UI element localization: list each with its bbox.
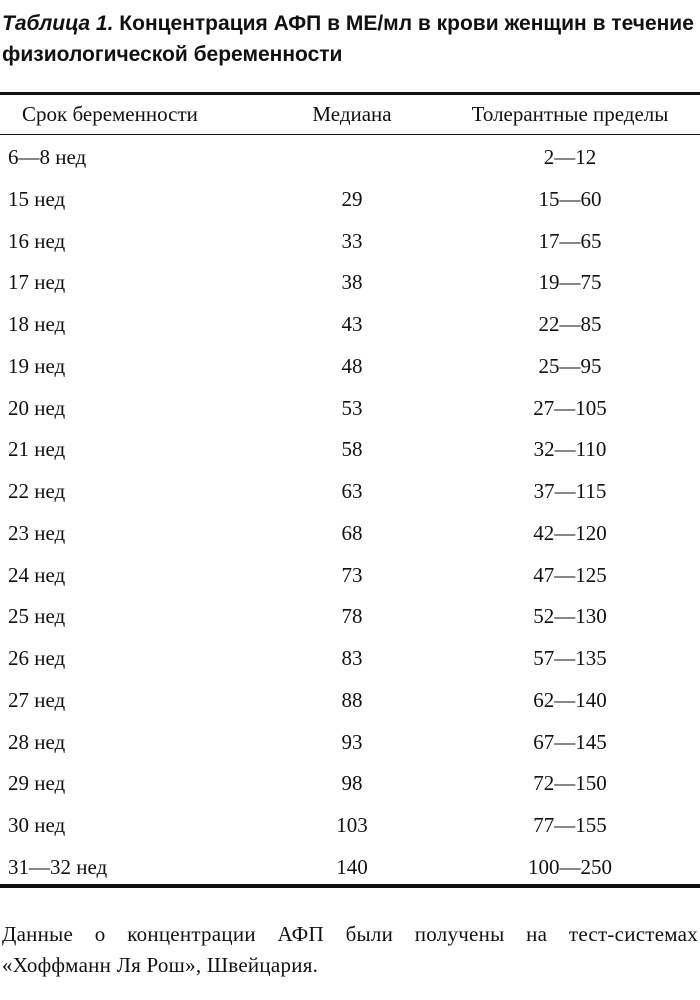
cell-gestation-term: 28 нед bbox=[8, 729, 66, 754]
table-row bbox=[0, 556, 700, 598]
cell-gestation-term: 30 нед bbox=[8, 813, 66, 837]
cell-gestation-term: 21 нед bbox=[8, 437, 66, 462]
cell-tolerance-limits: 22—85 bbox=[538, 312, 602, 336]
cell-gestation-term: 17 нед bbox=[8, 270, 66, 295]
cell-tolerance-limits: 19—75 bbox=[538, 270, 602, 295]
cell-median bbox=[302, 138, 402, 180]
cell-gestation-term: 15 нед bbox=[8, 186, 66, 211]
cell-gestation-term: 24 нед bbox=[8, 562, 66, 587]
cell-tolerance-limits: 62—140 bbox=[533, 687, 607, 712]
cell-tolerance-limits: 37—115 bbox=[533, 479, 607, 503]
cell-gestation-term: 18 нед bbox=[8, 312, 66, 336]
cell-gestation-term: 6—8 нед bbox=[8, 145, 87, 169]
table-body bbox=[0, 138, 700, 890]
cell-tolerance-limits: 100—250 bbox=[528, 854, 612, 879]
cell-median: 48 bbox=[341, 353, 363, 378]
cell-tolerance-limits: 27—105 bbox=[533, 395, 607, 420]
cell-gestation-term: 31—32 нед bbox=[8, 854, 108, 879]
cell-median: 78 bbox=[341, 604, 363, 629]
cell-tolerance-limits: 42—120 bbox=[533, 520, 607, 545]
table-caption-title: Концентрация АФП в МЕ/мл в крови женщин в течение физиологической беременности bbox=[2, 12, 694, 66]
cell-tolerance-limits: 32—110 bbox=[533, 437, 607, 462]
cell-tolerance-limits: 72—150 bbox=[533, 771, 607, 796]
table-row bbox=[0, 764, 700, 806]
table-footnote: Данные о концентрации АФП были получены на тест-системах «Хоффманн Ля Рош», Швейцария. bbox=[2, 922, 698, 977]
cell-tolerance-limits: 15—60 bbox=[538, 186, 602, 211]
table-bottom-rule bbox=[0, 884, 700, 888]
table-caption bbox=[2, 8, 698, 70]
cell-median: 43 bbox=[341, 312, 363, 336]
cell-gestation-term: 29 нед bbox=[8, 771, 66, 796]
cell-tolerance-limits: 17—65 bbox=[538, 228, 602, 253]
cell-tolerance-limits: 47—125 bbox=[533, 562, 607, 587]
table-row bbox=[0, 305, 700, 347]
cell-tolerance-limits: 2—12 bbox=[543, 145, 597, 169]
cell-tolerance-limits: 67—145 bbox=[533, 729, 607, 754]
cell-gestation-term: 19 нед bbox=[8, 353, 66, 378]
cell-tolerance-limits: 25—95 bbox=[538, 353, 602, 378]
cell-median: 103 bbox=[336, 813, 368, 837]
table-row bbox=[0, 180, 700, 222]
cell-median: 88 bbox=[341, 687, 363, 712]
cell-gestation-term: 23 нед bbox=[8, 520, 66, 545]
cell-median: 38 bbox=[341, 270, 363, 295]
cell-median: 83 bbox=[341, 646, 363, 670]
cell-median: 68 bbox=[341, 520, 363, 545]
table-row bbox=[0, 389, 700, 431]
table-row bbox=[0, 347, 700, 389]
cell-tolerance-limits: 77—155 bbox=[533, 813, 607, 837]
cell-gestation-term: 16 нед bbox=[8, 228, 66, 253]
table-row bbox=[0, 514, 700, 556]
table-row bbox=[0, 681, 700, 723]
table-row bbox=[0, 222, 700, 264]
cell-median: 33 bbox=[341, 228, 363, 253]
table-row bbox=[0, 263, 700, 305]
cell-median: 63 bbox=[341, 479, 363, 503]
cell-median: 98 bbox=[341, 771, 363, 796]
table-top-rule bbox=[0, 92, 700, 95]
table-row bbox=[0, 639, 700, 681]
cell-tolerance-limits: 52—130 bbox=[533, 604, 607, 629]
cell-gestation-term: 26 нед bbox=[8, 646, 66, 670]
cell-median: 73 bbox=[341, 562, 363, 587]
table-row bbox=[0, 806, 700, 848]
cell-median: 53 bbox=[341, 395, 363, 420]
cell-median: 93 bbox=[341, 729, 363, 754]
cell-tolerance-limits: 57—135 bbox=[533, 646, 607, 670]
table-row bbox=[0, 723, 700, 765]
cell-median: 58 bbox=[341, 437, 363, 462]
cell-gestation-term: 25 нед bbox=[8, 604, 66, 629]
cell-median: 140 bbox=[336, 854, 368, 879]
cell-median: 29 bbox=[341, 186, 363, 211]
cell-gestation-term: 20 нед bbox=[8, 395, 66, 420]
header-median: Медиана bbox=[312, 102, 392, 126]
cell-gestation-term: 22 нед bbox=[8, 479, 66, 503]
table-row bbox=[0, 472, 700, 514]
cell-gestation-term: 27 нед bbox=[8, 687, 66, 712]
table-row bbox=[0, 138, 700, 180]
table-row bbox=[0, 430, 700, 472]
table-header-rule bbox=[0, 134, 700, 135]
header-tolerance-limits: Толерантные пределы bbox=[471, 102, 669, 126]
header-gestation-term: Срок беременности bbox=[22, 102, 198, 126]
table-row bbox=[0, 597, 700, 639]
table-caption-label: Таблица 1. bbox=[2, 12, 114, 35]
